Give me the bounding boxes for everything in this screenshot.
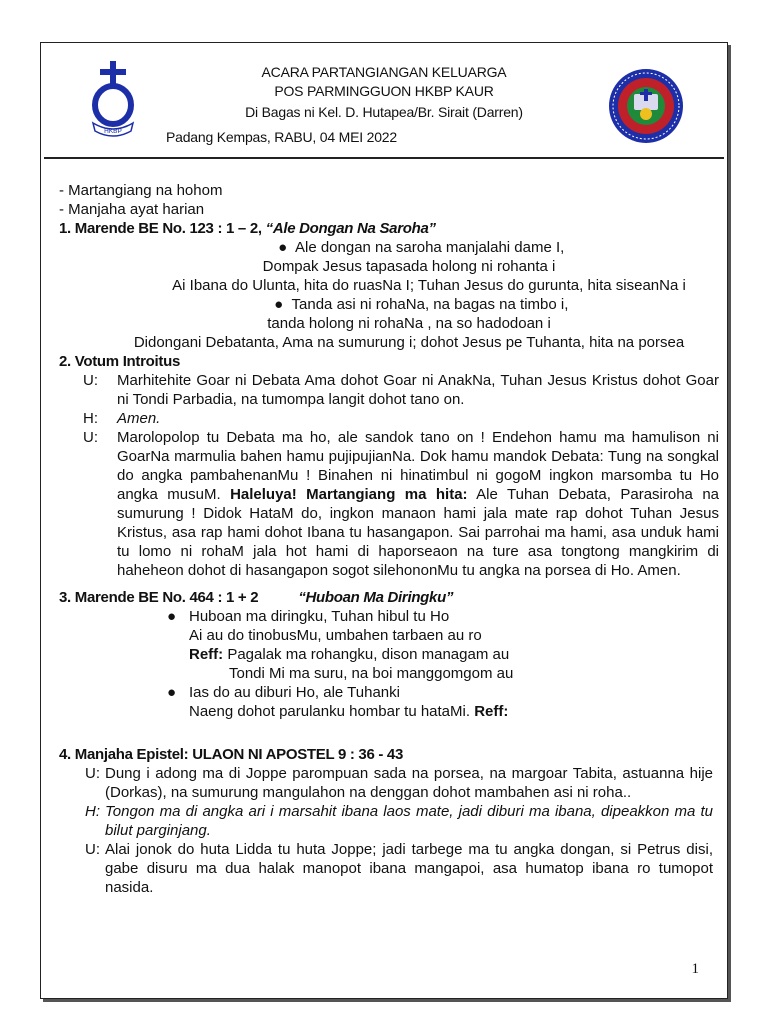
liturgy-text: Dung i adong ma di Joppe parompuan sada na porsea, na margoar Tabita, astuanna hije (Dorkas), na sumurung mangulahon na denggan dohot mambahen asi ni roha..: [105, 765, 713, 801]
liturgy-text-part: Ale Tuhan Debata, Parasiroha na sumurung ! Didok HataM do, ingkon manaon hami jala mate rap dohot Tuhan Jesus Kristus, asa rap hami dohot Ibana tu hasangapon. Sai parrohai ma hami, asa unduk hami tu lomo ni rohaM jala hot hami di haporseaon na ture asa tongtong mangkirim di haheheon dohot di hasangapon sogot silehononMu tu angka na porsea di Ho. Amen.: [117, 486, 720, 579]
liturgy-text-part: Marolopolop tu Debata ma ho, ale sandok tano on ! Endehon hamu ma hamulison ni GoarNa marmulia bahen hamu pujipujianNa. Dok hamu mandok Debata: Tung na songkal do angka pambahenanMu ! Binahen ni hinatimbul ni gogoM ingkon marsomba tu Ho angka musuM.: [117, 429, 719, 503]
section-4-heading: 4. Manjaha Epistel: ULAON NI APOSTEL 9 : 36 - 43: [59, 746, 404, 763]
liturgy-line: [59, 764, 719, 802]
hymn-line: Tondi Mi ma suru, na boi manggomgom au: [229, 665, 514, 682]
prayer-callout: Haleluya! Martangiang ma hita:: [230, 486, 468, 503]
hymn-line: [59, 645, 719, 664]
logo-ribbon-text: HKBP: [104, 128, 122, 135]
hymn-line: Ai Ibana do Ulunta, hita do ruasNa I; Tuhan Jesus do gurunta, hita siseanNa i: [172, 277, 686, 294]
header-title: ACARA PARTANGIANGAN KELUARGA: [261, 64, 507, 80]
hymn-line: Didongani Debatanta, Ama na sumurung i; dohot Jesus pe Tuhanta, hita na porsea: [133, 334, 685, 351]
intro-item: - Manjaha ayat harian: [59, 201, 205, 218]
letterhead: [41, 43, 727, 155]
document-page: [40, 42, 728, 999]
bullet-icon: ●: [274, 296, 284, 313]
hymn-line: [59, 295, 719, 314]
hymn-line: tanda holong ni rohaNa , na so hadodoan i: [267, 315, 551, 332]
section-1-label: 1. Marende BE No. 123 : 1 – 2,: [59, 220, 266, 237]
hymn-line: [59, 238, 719, 257]
hymn-line: [59, 702, 719, 721]
intro-item: - Martangiang na hohom: [59, 182, 223, 199]
bullet-icon: ●: [167, 608, 177, 625]
hymn-line-text: Ias do au diburi Ho, ale Tuhanki: [189, 684, 400, 701]
section-3-heading: [59, 588, 719, 607]
section-3-label: 3. Marende BE No. 464 : 1 + 2: [59, 589, 259, 606]
liturgy-line: [59, 428, 719, 580]
role-label: U:: [83, 372, 98, 389]
reff-label: Reff:: [189, 646, 224, 663]
hymn-line: [59, 683, 719, 702]
liturgy-text: [117, 428, 719, 580]
section-1-heading: [59, 219, 719, 238]
hymn-line: [59, 607, 719, 626]
section-2-heading: 2. Votum Introitus: [59, 353, 180, 370]
section-1-hymn-title: “Ale Dongan Na Saroha”: [265, 220, 436, 237]
liturgy-text: Marhitehite Goar ni Debata Ama dohot Goar ni AnakNa, Tuhan Jesus Kristus dohot Goar ni Tondi Parbadia, na tumompa langit dohot tano on.: [117, 372, 719, 408]
reff-label: Reff:: [474, 703, 509, 720]
hymn-line: Ai au do tinobusMu, umbahen tarbaen au ro: [189, 627, 482, 644]
hymn-line-text: Naeng dohot parulanku hombar tu hataMi.: [189, 703, 475, 720]
header-subtitle: POS PARMINGGUON HKBP KAUR: [274, 83, 494, 99]
liturgy-text: Alai jonok do huta Lidda tu huta Joppe; jadi tarbege ma tu angka dongan, si Petrus disi, gabe disuru ma dua halak manopot ibana mangapoi, asa humatop ibana ro tumopot nasida.: [105, 841, 713, 896]
hymn-line-text: Huboan ma diringku, Tuhan hibul tu Ho: [189, 608, 450, 625]
header-venue: Di Bagas ni Kel. D. Hutapea/Br. Sirait (Darren): [245, 104, 523, 120]
role-label: H:: [85, 803, 100, 820]
liturgy-text: Amen.: [117, 410, 161, 427]
hymn-line-text: Ale dongan na saroha manjalahi dame I,: [294, 239, 565, 256]
role-label: U:: [85, 841, 100, 858]
role-label: U:: [83, 429, 98, 446]
liturgy-line: [59, 371, 719, 409]
liturgy-line: [59, 802, 719, 840]
order-of-service: [59, 181, 719, 897]
hymn-line: Dompak Jesus tapasada holong ni rohanta i: [262, 258, 556, 275]
hymn-line-text: Tanda asi ni rohaNa, na bagas na timbo i,: [291, 296, 569, 313]
page-number: 1: [691, 961, 699, 977]
liturgy-text: Tongon ma di angka ari i marsahit ibana laos mate, jadi diburi ma ibana, dipeakkon ma tu bilut parginjang.: [105, 803, 713, 839]
pos-parminggu-emblem-icon: [607, 67, 685, 145]
liturgy-line: [59, 840, 719, 897]
hymn-line-text: Pagalak ma rohangku, dison managam au: [223, 646, 510, 663]
role-label: H:: [83, 410, 98, 427]
bullet-icon: ●: [167, 684, 177, 701]
liturgy-line: [59, 409, 719, 428]
bullet-icon: ●: [278, 239, 288, 256]
section-3-hymn-title: “Huboan Ma Diringku”: [298, 589, 454, 606]
role-label: U:: [85, 765, 100, 782]
header-date: Padang Kempas, RABU, 04 MEI 2022: [166, 129, 397, 145]
header-divider: [44, 157, 724, 159]
